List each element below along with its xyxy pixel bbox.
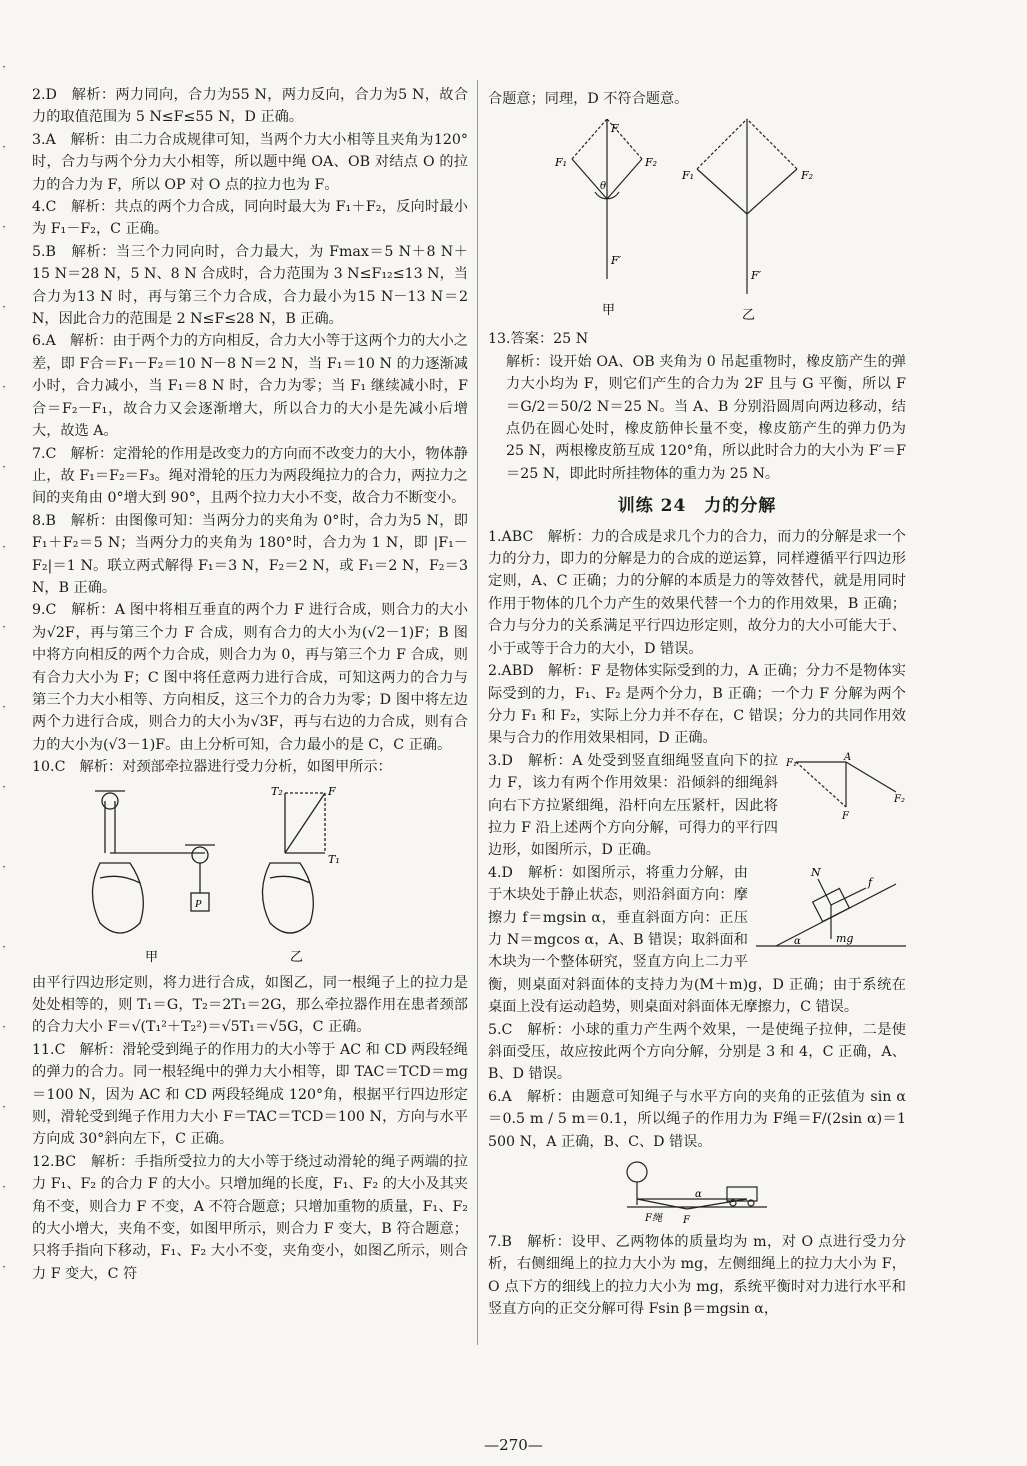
section-answer-4: 4.D 解析：如图所示，将重力分解，由于木块处于静止状态，则沿斜面方向：摩擦力 f＝mgsin α，垂直斜面方向：正压力 N＝mgcos α，A、B 错误；取斜面和木块为一个整体研究，竖直方向上二力平衡，则桌面对斜面体的支持力为(M＋m)g，D 正确；由于系统在桌面上没有运动趋势，则桌面对斜面体无摩擦力，C 错误。: [488, 864, 906, 1016]
answer-11: 11.C 解析：滑轮受到绳子的作用力的大小等于 AC 和 CD 两段轻绳的弹力的合力。同一根轻绳中的弹力大小相等，即 TAC＝TCD＝mg＝100 N，因为 AC 和 CD 两段轻绳成 120°角，根据平行四边形定则，滑轮受到绳子作用力大小 F＝TAC＝TCD＝100 N，方向与水平方向成 30°斜向左下，C 正确。: [32, 1041, 468, 1148]
margin-mark: ·: [2, 940, 7, 955]
section-title: 训练 24 力的分解: [617, 496, 777, 517]
left-column: [32, 84, 468, 1285]
fig12-label-Fp: F′: [611, 254, 622, 268]
margin-mark: ·: [2, 60, 7, 75]
fig12-caption-yi: 乙: [742, 308, 756, 324]
label-T2: T₂: [271, 784, 283, 798]
rope-car-figure-6: [617, 1157, 777, 1227]
answer-12: 12.BC 解析：手指所受拉力的大小等于绕过动滑轮的绳子两端的拉力 F₁、F₂ 的合力 F 的大小。只增加绳的长度，F₁、F₂ 的大小及其夹角不变，则合力 F 不变，A 不符合题意；只增加重物的质量，F₁、F₂ 的大小增大，夹角不变，如图甲所示，则合力 F 变大，B 符合题意；只将手指向下移动，F₁、F₂ 大小不变，夹角变小，如图乙所示，则合力 F 变大，C 符: [32, 1153, 468, 1282]
column-divider: [477, 80, 478, 1345]
margin-mark: ·: [2, 540, 7, 555]
answer-6: 6.A 解析：由于两个力的方向相反，合力大小等于这两个力的大小之差，即 F合＝F₁－F₂＝10 N－8 N＝2 N，当 F₁＝10 N 的力逐渐减小时，合力减小，当 F₁＝8 N 时，合力为零；当 F₁ 继续减小时，F合＝F₂－F₁，故合力又会逐渐增大，所以合力的大小是先减小后增大，故选 A。: [32, 333, 468, 440]
decomposition-figure-3: [786, 752, 906, 822]
margin-mark: ·: [2, 1260, 7, 1275]
fig12-label-F: F: [611, 122, 619, 136]
margin-mark: ·: [2, 460, 7, 475]
neck-traction-figure: [85, 783, 415, 968]
label-P: P: [195, 897, 202, 910]
answer-12-continued: 合题意；同理，D 不符合题意。: [488, 91, 689, 107]
section-answer-1: 1.ABC 解析：力的合成是求几个力的合力，而力的分解是求一个力的分力，即力的分解是力的合成的逆运算，同样遵循平行四边形定则，A、C 正确；力的分解的本质是力的等效替代，就是用同时作用于物体的几个力产生的效果代替一个力的作用效果，B 正确；合力与分力的关系满足平行四边形定则，故分力的大小可能大于、小于或等于合力的大小，D 错误。: [488, 528, 906, 657]
right-column: [488, 88, 906, 1321]
section-answer-3: 3.D 解析：A 处受到竖直细绳竖直向下的拉力 F，该力有两个作用效果：沿倾斜的细绳斜向右下方拉紧细绳，沿杆向左压紧杆，因此将拉力 F 沿上述两个方向分解，可得力的平行四边形，如图所示，D 正确。: [488, 752, 778, 859]
margin-mark: ·: [2, 220, 7, 235]
answer-5: 5.B 解析：当三个力同向时，合力最大，为 Fmax＝5 N＋8 N＋15 N＝28 N，5 N、8 N 合成时，合力范围为 3 N≤F₁₂≤13 N，当合力为13 N 时，再与第三个力合成，合力最小为15 N－13 N＝2 N，因此合力的范围是 2 N≤F≤28 N，B 正确。: [32, 243, 468, 328]
fig4-label-f: f: [868, 875, 873, 889]
fig4-label-N: N: [811, 865, 821, 879]
section-answer-7: 7.B 解析：设甲、乙两物体的质量均为 m，对 O 点进行受力分析，右侧细绳上的拉力大小为 mg，左侧细绳上的拉力大小为 F，O 点下方的细线上的拉力大小为 mg，系统平衡时对力进行水平和竖直方向的正交分解可得 Fsin β＝mgsin α，: [488, 1234, 906, 1318]
figure-12-jia: [572, 119, 642, 279]
fig6-label-F: F: [683, 1215, 690, 1227]
margin-mark: ·: [2, 380, 7, 395]
answer-10-head: 10.C 解析：对颈部牵拉器进行受力分析，如图甲所示：: [32, 759, 392, 776]
section-answer-6: 6.A 解析：由题意可知绳子与水平方向的夹角的正弦值为 sin α＝0.5 m / 5 m＝0.1，所以绳子的作用力为 F绳＝F/(2sin α)＝1 500 N，A 正确，B、C、D 错误。: [488, 1088, 906, 1150]
pulley-force-figure: [547, 114, 847, 324]
section-answer-2: 2.ABD 解析：F 是物体实际受到的力，A 正确；分力不是物体实际受到的力，F₁、F₂ 是两个分力，B 正确；一个力 F 分解为两个分力 F₁ 和 F₂，实际上分力并不存在，C 错误；分力的共同作用效果与合力的作用效果相同，D 正确。: [488, 663, 906, 747]
fig6-label-Fs: F绳: [645, 1213, 662, 1225]
incline-figure-4: [756, 864, 906, 954]
figure-jia: [93, 791, 216, 933]
margin-mark: ·: [2, 1020, 7, 1035]
fig3-label-F: F: [842, 810, 849, 822]
fig12-label-F2: F₂: [645, 156, 658, 170]
answer-10-body: 由平行四边形定则，将力进行合成，如图乙，同一根绳子上的拉力是处处相等的，则 T₁＝G，T₂＝2T₁＝2G，那么牵拉器作用在患者颈部的合力大小 F＝√(T₁²＋T₂²)＝√5T₁＝√5G，C 正确。: [32, 974, 468, 1036]
answer-3: 3.A 解析：由二力合成规律可知，当两个力大小相等且夹角为120°时，合力与两个分力大小相等，所以题中绳 OA、OB 对结点 O 的拉力的合力为 F，所以 OP 对 O 点的拉力也为 F。: [32, 131, 468, 193]
answer-2: 2.D 解析：两力同向，合力为55 N，两力反向，合力为5 N，故合力的取值范围为 5 N≤F≤55 N，D 正确。: [32, 87, 468, 126]
fig12-label-theta: θ: [600, 181, 607, 193]
label-F: F: [328, 784, 336, 798]
fig3-label-F1: F₁: [786, 757, 797, 769]
margin-mark: ·: [2, 1180, 7, 1195]
answer-7: 7.C 解析：定滑轮的作用是改变力的方向而不改变力的大小，物体静止，故 F₁＝F₂＝F₃。绳对滑轮的压力为两段绳拉力的合力，两拉力之间的夹角由 0°增大到 90°，且两个拉力大小不变，故合力不断变小。: [32, 445, 468, 507]
fig3-label-A: A: [844, 751, 852, 763]
answer-13-body: 解析：设开始 OA、OB 夹角为 0 吊起重物时，橡皮筋产生的弹力大小均为 F，则它们产生的合力为 2F 且与 G 平衡，所以 F＝G/2＝50/2 N＝25 N。当 A、B 分别沿圆周向两边移动，结点仍在圆心处时，橡皮筋伸长量不变，橡皮筋产生的弹力仍为 25 N，两根橡皮筋互成 120°角，所以此时合力的大小为 F′＝F＝25 N，即此时所挂物体的重力为 25 N。: [506, 353, 906, 482]
fig12-yi-label-F1: F₁: [682, 169, 695, 183]
page-number: —270—: [484, 1436, 543, 1454]
answer-8: 8.B 解析：由图像可知：当两分力的夹角为 0°时，合力为5 N，即 F₁＋F₂＝5 N；当两分力的夹角为 180°时，合力为 1 N，即 |F₁－F₂|＝1 N。联立两式解得 F₁＝3 N，F₂＝2 N，或 F₁＝2 N，F₂＝3 N，B 正确。: [32, 512, 468, 596]
fig12-yi-label-F2: F₂: [801, 169, 814, 183]
fig3-label-F2: F₂: [894, 793, 905, 805]
answer-13-head: 13.答案：25 N: [488, 331, 589, 348]
fig4-label-alpha: α: [794, 935, 801, 947]
margin-mark: ·: [2, 300, 7, 315]
fig12-label-F1: F₁: [555, 156, 568, 170]
fig6-label-alpha: α: [695, 1189, 702, 1201]
figure-yi: [263, 793, 326, 933]
caption-jia: 甲: [145, 949, 159, 965]
fig4-label-mg: mg: [836, 931, 854, 945]
margin-mark: ·: [2, 1100, 7, 1115]
fig12-yi-label-Fp: F′: [751, 269, 762, 283]
margin-mark: ·: [2, 140, 7, 155]
caption-yi: 乙: [290, 949, 304, 965]
answer-9: 9.C 解析：A 图中将相互垂直的两个力 F 进行合成，则合力的大小为√2F，再与第三个力 F 合成，则有合力的大小为(√2－1)F；B 图中将方向相反的两个力合成，则合力为 0，再与第三个力 F 合成，则有合力大小为 F；C 图中将任意两力进行合成，可知这两力的合力与第三个力大小相等、方向相反，这三个力的合力为零；D 图中将左边两个力进行合成，则合力的大小为√3F，再与右边的力合成，则有合力的大小为(√3－1)F。由上分析可知，合力最小的是 C，C 正确。: [32, 602, 468, 753]
figure-12-yi: [697, 119, 797, 294]
fig12-caption-jia: 甲: [602, 303, 616, 319]
margin-mark: ·: [2, 620, 7, 635]
label-T1: T₁: [328, 852, 340, 866]
answer-4: 4.C 解析：共点的两个力合成，同向时最大为 F₁＋F₂，反向时最小为 F₁－F₂，C 正确。: [32, 199, 468, 238]
binding-margin-marks: [0, 60, 16, 1340]
margin-mark: ·: [2, 700, 7, 715]
section-answer-5: 5.C 解析：小球的重力产生两个效果，一是使绳子拉伸，二是使斜面受压，故应按此两个方向分解，分别是 3 和 4，C 正确，A、B、D 错误。: [488, 1021, 906, 1083]
margin-mark: ·: [2, 860, 7, 875]
margin-mark: ·: [2, 780, 7, 795]
